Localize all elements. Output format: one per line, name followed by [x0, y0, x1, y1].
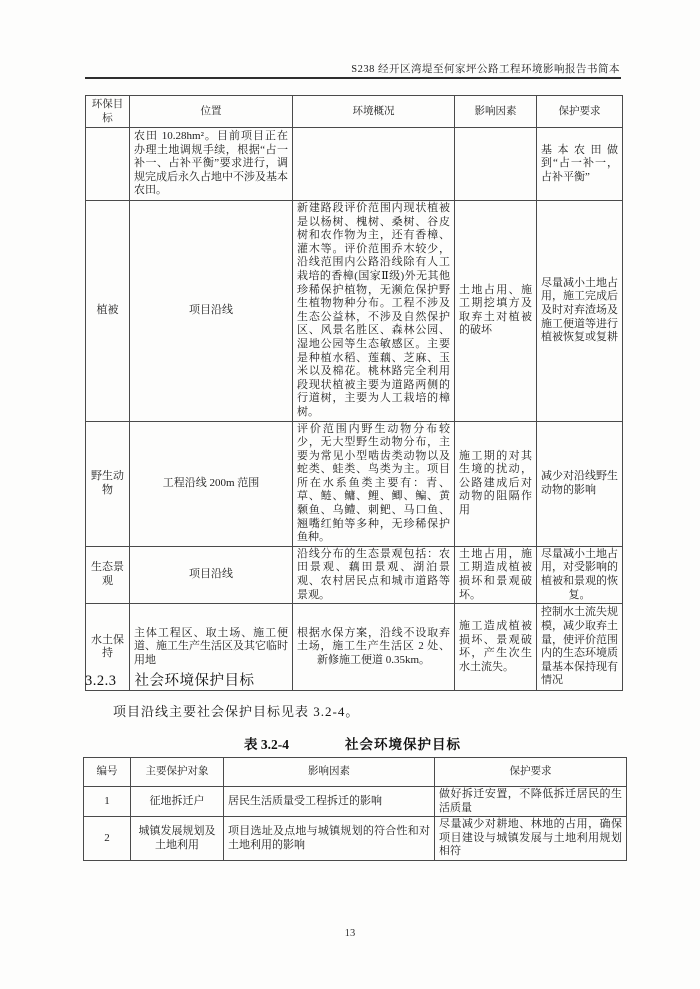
table-header-row	[84, 758, 627, 787]
table-row-wildlife	[86, 421, 623, 546]
cell-protection: 尽量减小土地占用，对受影响的植被和景观的恢复。	[537, 546, 623, 603]
cell-impact: 项目选址及点地与城镇规划的符合性和对土地利用的影响	[224, 817, 435, 861]
cell-protection: 尽量减少对耕地、林地的占用，确保项目建设与城镇发展与土地利用规划相符	[435, 817, 627, 861]
column-header-protection: 保护要求	[435, 758, 627, 787]
column-header-location: 位置	[130, 96, 293, 128]
page-number: 13	[344, 928, 356, 939]
eco-protection-table	[85, 95, 623, 691]
column-header-impact: 影响因素	[224, 758, 435, 787]
cell-target: 野生动物	[86, 421, 130, 546]
cell-protection: 减少对沿线野生动物的影响	[537, 421, 623, 546]
cell-impact: 土地占用、施工期挖填方及取弃土对植被的破坏	[455, 201, 537, 422]
cell-impact: 施工期的对其生境的扰动，公路建成后对动物的阻隔作用	[455, 421, 537, 546]
table-row-urban-planning	[84, 817, 627, 861]
cell-location: 农田 10.28hm²。目前项目正在办理土地调规手续，根据“占一补一、占补平衡”要求进行，调规完成后永久占地中不涉及基本农田。	[130, 128, 293, 201]
page-header-title: S238 经开区湾堤至何家坪公路工程环境影响报告书简本	[351, 64, 620, 75]
cell-object: 征地拆迁户	[131, 787, 224, 817]
cell-target: 植被	[86, 201, 130, 422]
cell-impact: 土地占用，施工期造成植被损坏和景观破坏。	[455, 546, 537, 603]
cell-location: 工程沿线 200m 范围	[130, 421, 293, 546]
table-row-farmland	[86, 128, 623, 201]
cell-target	[86, 128, 130, 201]
cell-location: 项目沿线	[130, 546, 293, 603]
cell-overview	[293, 128, 455, 201]
cell-overview: 沿线分布的生态景观包括：农田景观、藕田景观、湖泊景观、农村居民点和城市道路等景观。	[293, 546, 455, 603]
table-row-landscape	[86, 546, 623, 603]
column-header-target: 环保目标	[86, 96, 130, 128]
cell-no: 2	[84, 817, 131, 861]
table-header-row	[86, 96, 623, 128]
cell-impact	[455, 128, 537, 201]
cell-location: 主体工程区、取土场、施工便道、施工生产生活区及其它临时用地	[130, 604, 293, 691]
column-header-impact: 影响因素	[455, 96, 537, 128]
cell-no: 1	[84, 787, 131, 817]
section-paragraph: 项目沿线主要社会保护目标见表 3.2-4。	[113, 704, 360, 719]
cell-protection: 基本农田做到“占一补一，占补平衡”	[537, 128, 623, 201]
header-divider	[85, 77, 621, 79]
column-header-overview: 环境概况	[293, 96, 455, 128]
cell-overview: 根据水保方案，沿线不设取弃土场，施工生产生活区 2 处、新修施工便道 0.35km。	[293, 604, 455, 691]
cell-protection: 控制水土流失规模，减少取弃土量，使评价范围内的生态环境质量基本保持现有情况	[537, 604, 623, 691]
table-caption-title: 社会环境保护目标	[345, 737, 461, 752]
table-caption-label: 表 3.2-4	[244, 737, 289, 752]
section-number: 3.2.3	[85, 673, 117, 689]
column-header-protection: 保护要求	[537, 96, 623, 128]
cell-impact: 居民生活质量受工程拆迁的影响	[224, 787, 435, 817]
cell-target: 水土保持	[86, 604, 130, 691]
cell-impact: 施工造成植被损坏、景观破坏，产生次生水土流失。	[455, 604, 537, 691]
table-caption	[85, 733, 620, 753]
cell-overview: 新建路段评价范围内现状植被是以杨树、槐树、桑树、谷皮树和农作物为主，还有香樟、灌木等。评价范围乔木较少，沿线范围内公路沿线除有人工栽培的香樟(国家Ⅱ级)外无其他珍稀保护植物，无濒危保护野生植物物种分布。工程不涉及生态公益林，不涉及自然保护区、风景名胜区、森林公园、湿地公园等生态敏感区。主要是种植水稻、莲藕、芝麻、玉米以及棉花。桃林路完全利用段现状植被主要为道路两侧的行道树，主要为人工栽培的樟树。	[293, 201, 455, 422]
column-header-no: 编号	[84, 758, 131, 787]
table-row-vegetation	[86, 201, 623, 422]
column-header-object: 主要保护对象	[131, 758, 224, 787]
cell-protection: 尽量减小土地占用，施工完成后及时对弃渣场及施工便道等进行植被恢复或复耕	[537, 201, 623, 422]
section-heading	[85, 669, 255, 690]
cell-object: 城镇发展规划及土地利用	[131, 817, 224, 861]
section-title: 社会环境保护目标	[134, 673, 255, 689]
social-protection-table	[83, 757, 627, 861]
cell-location: 项目沿线	[130, 201, 293, 422]
cell-overview: 评价范围内野生动物分布较少，无大型野生动物分布，主要为常见小型啮齿类动物以及蛇类、蛙类、鸟类为主。项目所在水系鱼类主要有：青、草、鲢、鳙、鲤、鲫、鳊、黄颡鱼、乌鳢、刺鲃、马口鱼、翘嘴红鲌等多种，无珍稀保护鱼种。	[293, 421, 455, 546]
cell-protection: 做好拆迁安置，不降低拆迁居民的生活质量	[435, 787, 627, 817]
cell-target: 生态景观	[86, 546, 130, 603]
table-row-relocation	[84, 787, 627, 817]
